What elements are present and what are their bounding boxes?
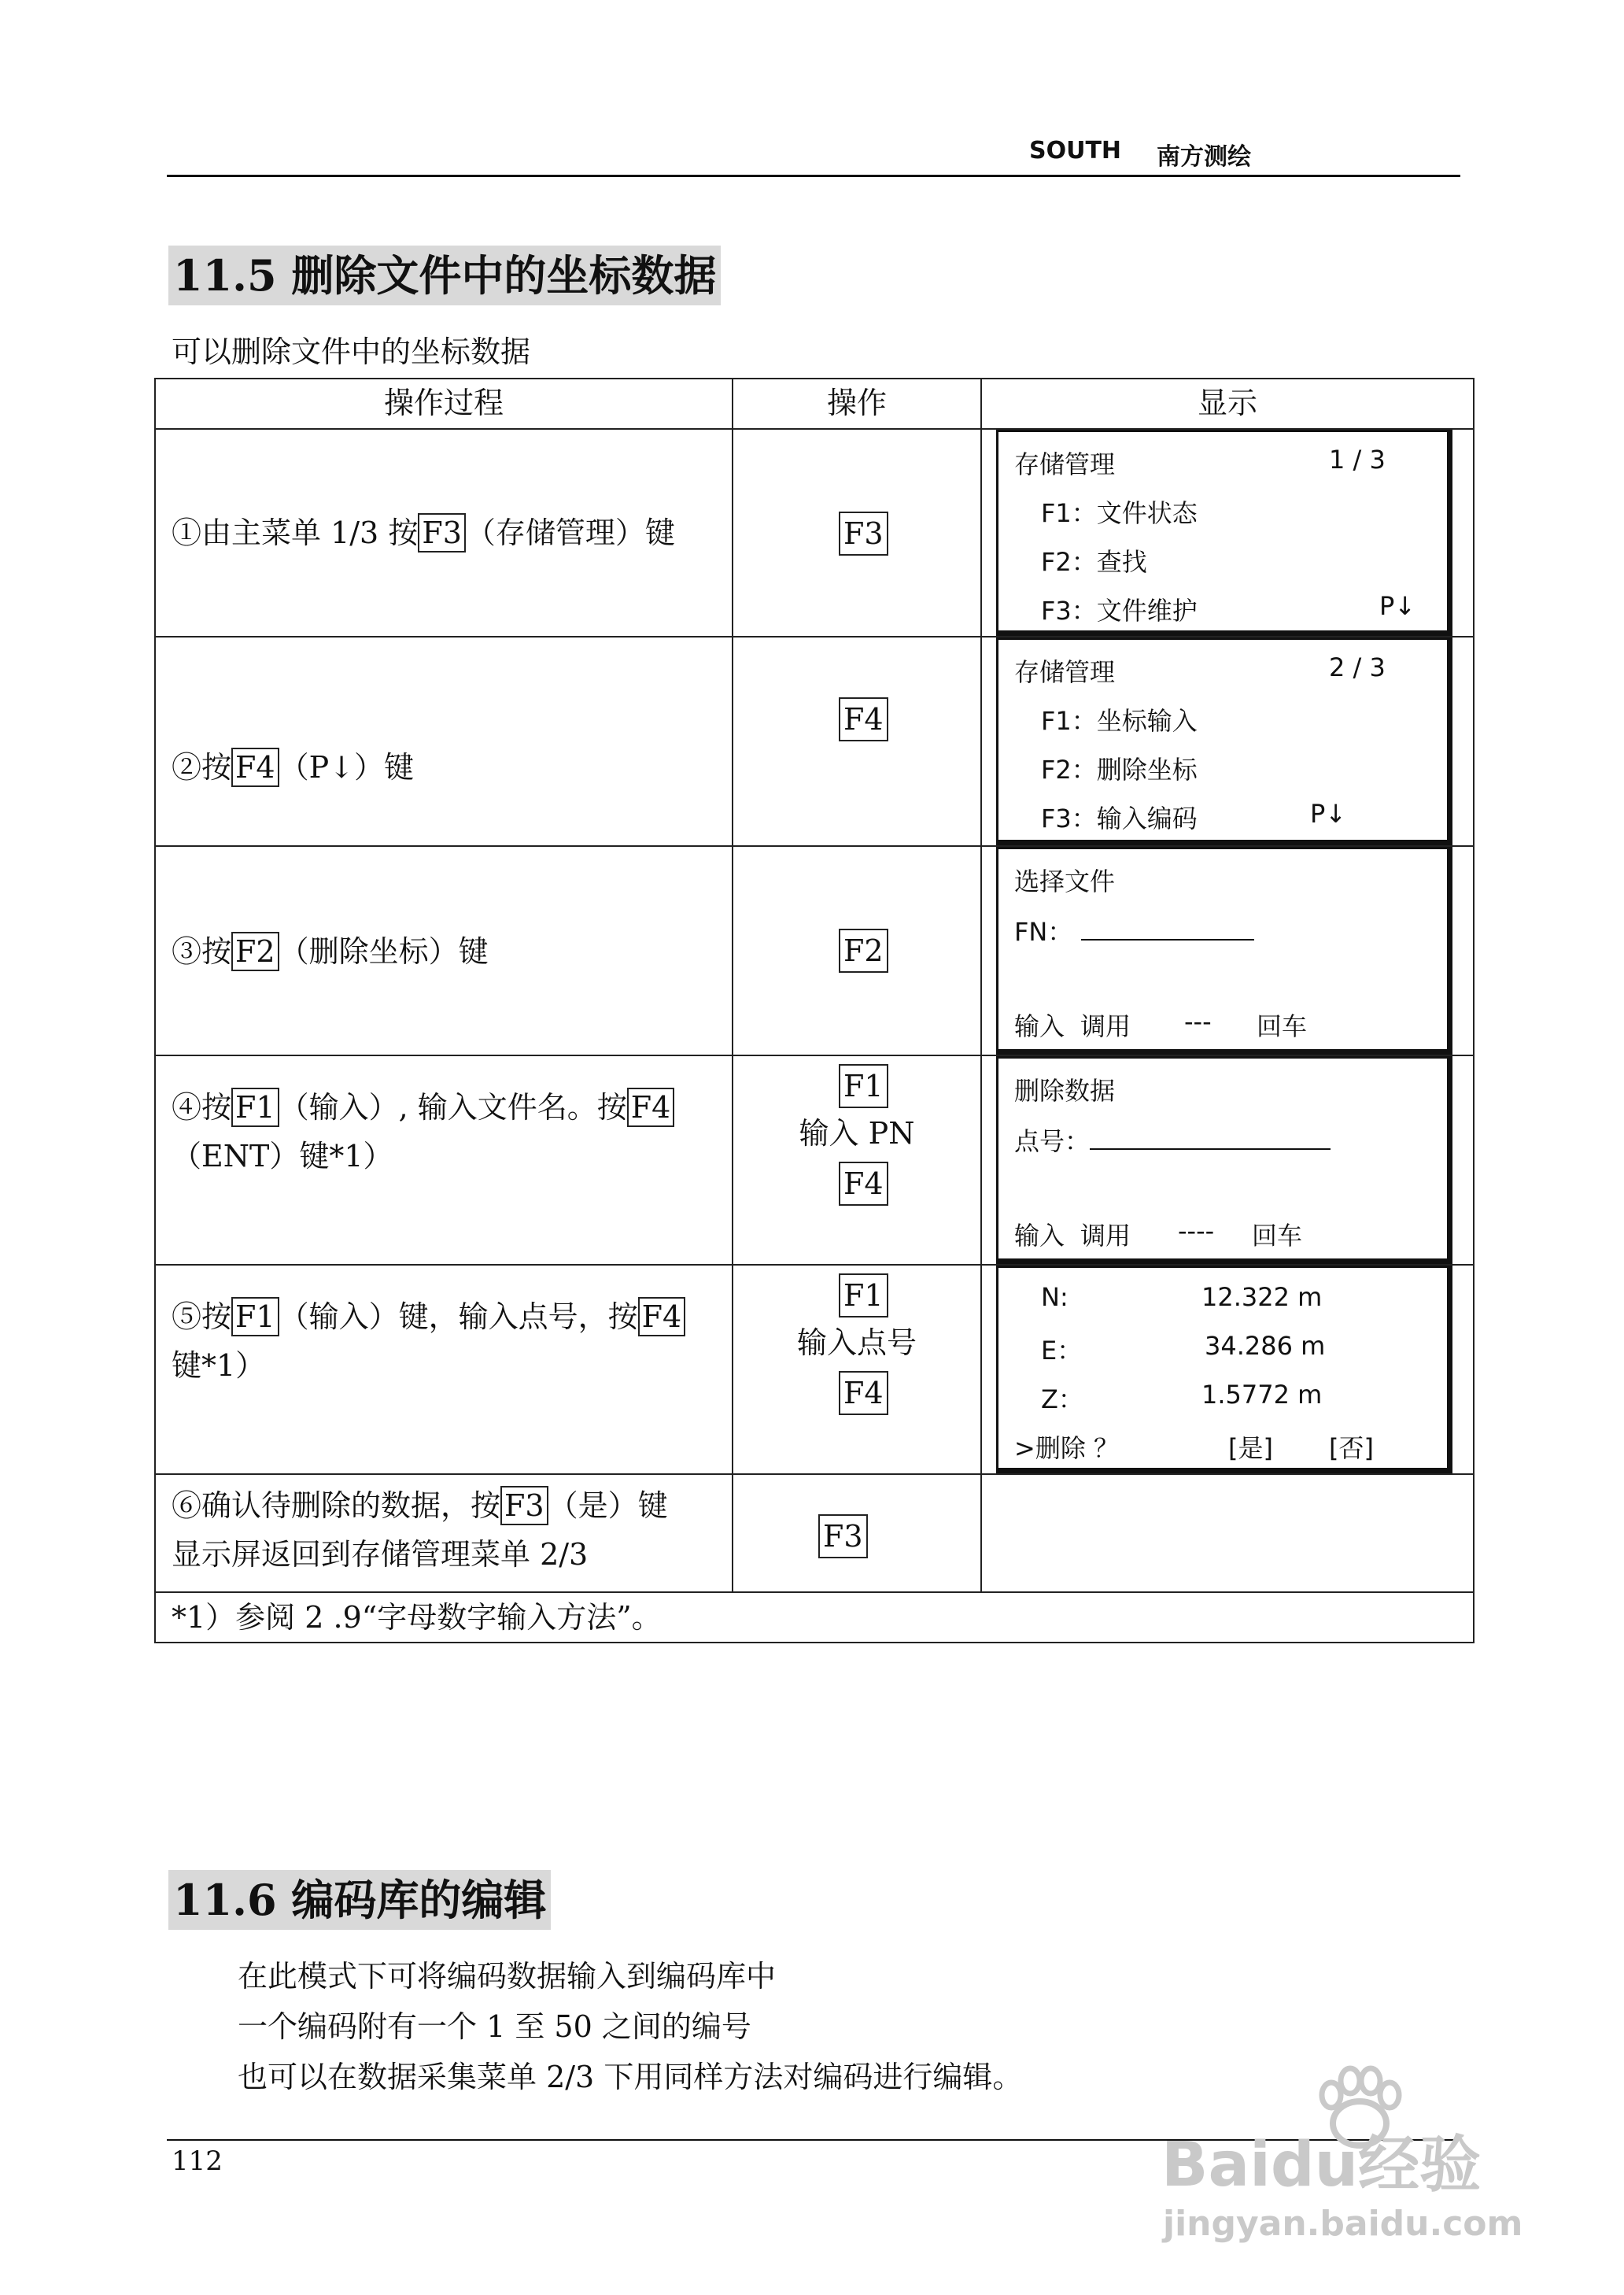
- key-f1: F1: [231, 1297, 279, 1336]
- col-header-display: 显示: [1197, 386, 1257, 420]
- key-f1: F1: [231, 1088, 279, 1127]
- section-intro: 可以删除文件中的坐标数据: [172, 334, 531, 369]
- op-key-f4: F4: [839, 1162, 888, 1206]
- op-key-f1: F1: [839, 1064, 888, 1108]
- page-number: 112: [172, 2145, 223, 2177]
- section2-line-1: 在此模式下可将编码数据输入到编码库中: [238, 1959, 777, 1994]
- op-key-f1: F1: [839, 1273, 888, 1318]
- step-5: ⑤按 F1 （输入）键，输入点号，按 F4 键*1）: [172, 1292, 722, 1390]
- watermark-url: jingyan.baidu.com: [1163, 2204, 1523, 2244]
- section-title-11-6: 11.6 编码库的编辑: [168, 1870, 551, 1930]
- key-f4: F4: [627, 1088, 675, 1127]
- page-down-indicator: P↓: [1310, 799, 1347, 829]
- lcd-screen-1: 存储管理 1 / 3 F1：文件状态 F2：查找 F3：文件维护 P↓: [996, 430, 1452, 636]
- step-3: ③按 F2 （删除坐标）键: [172, 927, 722, 976]
- op-key-f4: F4: [839, 697, 888, 741]
- op-key-f4: F4: [839, 1371, 888, 1415]
- op-input-point-number: 输入点号: [796, 1325, 917, 1360]
- table-footnote: *1）参阅 2 .9“字母数字输入方法”。: [172, 1600, 662, 1635]
- op-key-f2: F2: [839, 929, 888, 973]
- lcd-screen-3: 选择文件 FN： 输入 调用 --- 回车: [996, 847, 1452, 1055]
- step-2: ②按 F4 （P↓）键: [172, 743, 722, 792]
- lcd-screen-4: 删除数据 点号： 输入 调用 ---- 回车: [996, 1056, 1452, 1264]
- section2-line-3: 也可以在数据采集菜单 2/3 下用同样方法对编码进行编辑。: [238, 2060, 1023, 2094]
- header-brand-cn: 南方测绘: [1157, 143, 1251, 171]
- header-rule: [167, 175, 1460, 177]
- key-f2: F2: [231, 932, 279, 971]
- section-title-11-5: 11.5 删除文件中的坐标数据: [168, 246, 721, 305]
- step-4: ④按 F1 （输入）, 输入文件名。按 F4 （ENT）键*1）: [172, 1083, 722, 1181]
- yes-softkey: [是]: [1228, 1433, 1273, 1463]
- col-header-procedure: 操作过程: [383, 386, 504, 420]
- op-key-f3: F3: [839, 512, 888, 556]
- step-1: ①由主菜单 1/3 按 F3 （存储管理）键: [172, 508, 722, 557]
- key-f4: F4: [638, 1297, 686, 1336]
- header-brand-en: SOUTH: [1029, 137, 1122, 164]
- section2-line-2: 一个编码附有一个 1 至 50 之间的编号: [238, 2009, 751, 2044]
- key-f3: F3: [500, 1486, 548, 1525]
- key-f4: F4: [231, 748, 279, 787]
- lcd-screen-5: N: 12.322 m E： 34.286 m Z： 1.5772 m >删除 ？ [是] [否]: [996, 1266, 1452, 1473]
- no-softkey: [否]: [1329, 1433, 1374, 1463]
- step-6: ⑥确认待删除的数据，按 F3 （是）键 显示屏返回到存储管理菜单 2/3: [172, 1481, 722, 1579]
- filename-blank: [1081, 915, 1254, 941]
- page-down-indicator: P↓: [1379, 591, 1416, 621]
- lcd-screen-2: 存储管理 2 / 3 F1：坐标输入 F2：删除坐标 F3：输入编码 P↓: [996, 638, 1452, 845]
- col-header-operation: 操作: [826, 386, 887, 420]
- op-key-f3: F3: [818, 1514, 868, 1558]
- point-number-blank: [1090, 1125, 1331, 1150]
- watermark-brand: Baidu经验: [1161, 2130, 1482, 2201]
- key-f3: F3: [418, 513, 466, 552]
- op-input-pn: 输入 PN: [799, 1116, 915, 1151]
